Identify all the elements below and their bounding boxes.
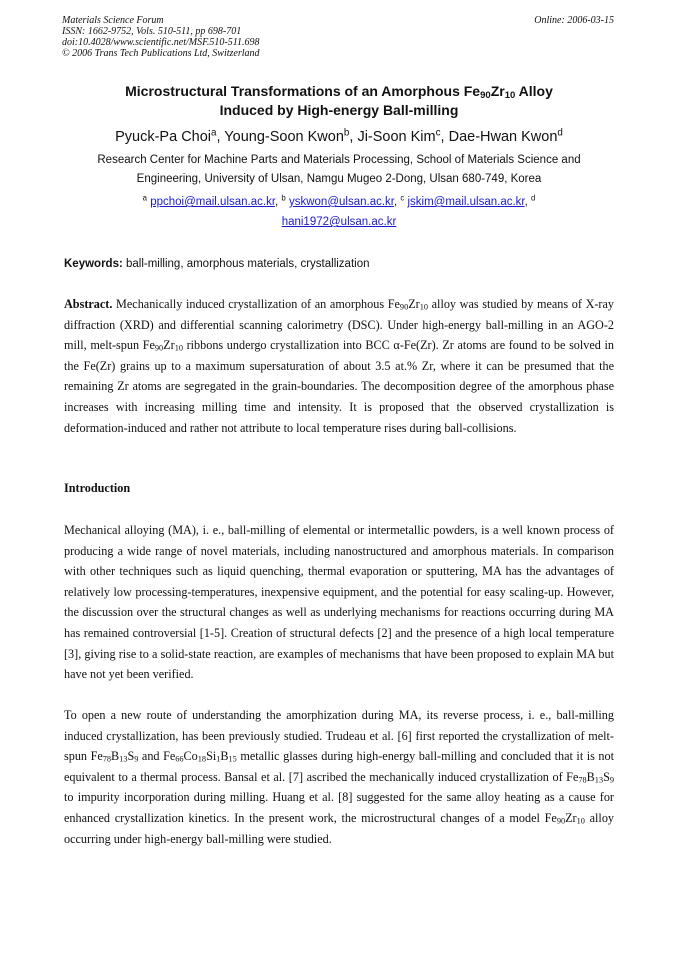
keywords-label: Keywords: xyxy=(64,258,123,270)
paragraph-subscript: 90 xyxy=(556,816,566,826)
email-link[interactable]: hani1972@ulsan.ac.kr xyxy=(281,216,397,228)
email-link[interactable]: jskim@mail.ulsan.ac.kr xyxy=(407,196,525,208)
paragraph-text: B xyxy=(111,749,120,764)
paragraph-subscript: 15 xyxy=(228,754,237,764)
keywords xyxy=(64,256,614,272)
paragraph-subscript: 9 xyxy=(134,754,139,764)
abstract-text: Zr xyxy=(408,297,420,311)
paragraph-text: B xyxy=(586,769,595,784)
author-mark: c xyxy=(435,127,441,139)
affiliation: Research Center for Machine Parts and Materials Processing, School of Materials Science and Engineering, University of Ulsan, Namgu Mugeo 2-Dong, Ulsan 680-749, Korea xyxy=(97,154,581,185)
journal-name: Materials Science Forum xyxy=(62,15,164,26)
title-text: Zr xyxy=(490,83,505,99)
journal-issn: ISSN: 1662-9752, Vols. 510-511, pp 698-701 xyxy=(62,26,242,37)
author-name: Pyuck-Pa Choi xyxy=(115,129,212,145)
email-list xyxy=(64,192,614,232)
paper-title xyxy=(64,82,614,120)
paragraph-text: To open a new route of understanding the amorphization during MA, its reverse process, i. e., ball-milling induced crystallization, has been previously studied. Trudeau et al. [6] first reported the crystallization of melt-spun Fe xyxy=(64,708,614,764)
abstract-subscript: 10 xyxy=(174,343,183,353)
title-subscript: 90 xyxy=(480,89,491,101)
paragraph-text: S xyxy=(127,749,135,764)
paragraph-text: Zr xyxy=(565,810,577,825)
paragraph-text: alloy occurring under high-energy ball-milling were studied. xyxy=(64,810,615,846)
online-date: Online: 2006-03-15 xyxy=(534,15,614,26)
email-mark: b xyxy=(281,193,286,203)
email-link[interactable]: ppchoi@mail.ulsan.ac.kr xyxy=(150,196,276,208)
email-link[interactable]: yskwon@ulsan.ac.kr xyxy=(288,196,394,208)
author-name: Dae-Hwan Kwon xyxy=(448,129,558,145)
author-mark: d xyxy=(557,127,563,139)
abstract-text: ribbons undergo crystallization into BCC α-Fe(Zr). Zr atoms are found to be solved in the Fe(Zr) grains up to a maximum supersaturation of about 3.5 at.% Zr, where it can be presumed that the remaining Zr atoms are segregated in the grain-boundaries. The decomposition degree of the amorphous phase increases with increasing milling time and intensity. It is proposed that the observed crystallization is deformation-induced and rather not attribute to local temperature rises during ball-collisions. xyxy=(64,338,614,435)
introduction-paragraph-1 xyxy=(64,520,614,685)
abstract-text: alloy was studied by means of X-ray diffraction (XRD) and differential scanning calorimetry (DSC). Under high-energy ball-milling in an AGO-2 mill, melt-spun Fe xyxy=(64,297,614,353)
paragraph-text: Co xyxy=(183,749,198,764)
paragraph-text: to impurity incorporation during milling. Huang et al. [8] suggested for the same alloy heating as a cause for enhanced crystallization kinetics. In the present work, the microstructural changes of a model Fe xyxy=(64,790,614,825)
title-line-2: Induced by High-energy Ball-milling xyxy=(219,102,459,118)
title-text: Microstructural Transformations of an Amorphous Fe xyxy=(125,83,481,99)
abstract-text: Mechanically induced crystallization of an amorphous Fe xyxy=(112,297,400,311)
email-mark: c xyxy=(400,193,405,203)
paragraph-subscript: 9 xyxy=(609,775,614,785)
email-mark: d xyxy=(531,193,536,203)
email-mark: a xyxy=(142,193,147,203)
paragraph-text: S xyxy=(603,769,610,784)
author-name: Young-Soon Kwon xyxy=(224,129,344,145)
paragraph-subscript: 66 xyxy=(175,754,184,764)
paragraph-text: B xyxy=(220,749,229,764)
paragraph-text: and Fe xyxy=(138,749,176,764)
abstract-subscript: 10 xyxy=(419,302,428,312)
paragraph-subscript: 78 xyxy=(578,775,587,785)
paragraph-text: Mechanical alloying (MA), i. e., ball-milling of elemental or intermetallic powders, is a well known process of producing a wide range of novel materials, including nanostructured and amorphous materials. In comparison with other techniques such as liquid quenching, thermal evaporation or sputtering, MA has the advantages of relatively low processing-temperatures, inexpensive equipment, and the potential for easy scaling-up. However, the discussion over the structural changes as well as underlying mechanisms for reactions occurring during MA has remained controversial [1-5]. Creation of structural defects [2] and the presence of a high local temperature [3], giving rise to a solid-state reaction, are examples of mechanisms that have been proposed to explain MA but have not yet been verified. xyxy=(64,523,614,682)
abstract xyxy=(64,294,614,438)
author-mark: a xyxy=(211,127,217,139)
journal-header xyxy=(62,15,622,59)
paragraph-subscript: 13 xyxy=(119,754,128,764)
email-line-1: $^a$ ppchoi@mail.ulsan.ac.kr, $^b$ yskwon@ulsan.ac.kr, $^c$ jskim@mail.ulsan.ac.kr, $^d$ xyxy=(142,193,536,208)
author-list: Pyuck-Pa Choi$^a$, Young-Soon Kwon$^b$, Ji-Soon Kim$^c$, Dae-Hwan Kwon$^d$ xyxy=(115,127,563,145)
abstract-subscript: 90 xyxy=(399,302,409,312)
title-line-1 xyxy=(64,82,614,101)
author-name: Ji-Soon Kim xyxy=(357,129,436,145)
abstract-text: Zr xyxy=(163,338,175,353)
paragraph-subscript: 10 xyxy=(576,816,585,826)
journal-copyright: © 2006 Trans Tech Publications Ltd, Switzerland xyxy=(62,48,260,59)
paragraph-subscript: 13 xyxy=(594,775,604,785)
keywords-text: ball-milling, amorphous materials, crystallization xyxy=(122,258,370,270)
title-subscript: 10 xyxy=(504,89,516,101)
title-text: Alloy xyxy=(515,83,553,99)
paragraph-subscript: 1 xyxy=(216,754,221,764)
author-mark: b xyxy=(343,127,350,139)
introduction-paragraph-2 xyxy=(64,705,614,849)
journal-doi: doi:10.4028/www.scientific.net/MSF.510-511.698 xyxy=(62,37,260,48)
paragraph-subscript: 18 xyxy=(197,754,207,764)
paragraph-text: metallic glasses during high-energy ball-milling and concluded that it is not equivalent to a thermal process. Bansal et al. [7] ascribed the mechanically induced crystallization of Fe xyxy=(64,749,614,784)
paragraph-text: Si xyxy=(206,749,217,764)
abstract-subscript: 90 xyxy=(154,343,164,353)
abstract-label: Abstract. xyxy=(64,297,113,311)
paragraph-subscript: 78 xyxy=(102,754,112,764)
email-line-2 xyxy=(64,212,614,232)
introduction-heading: Introduction xyxy=(64,481,131,495)
